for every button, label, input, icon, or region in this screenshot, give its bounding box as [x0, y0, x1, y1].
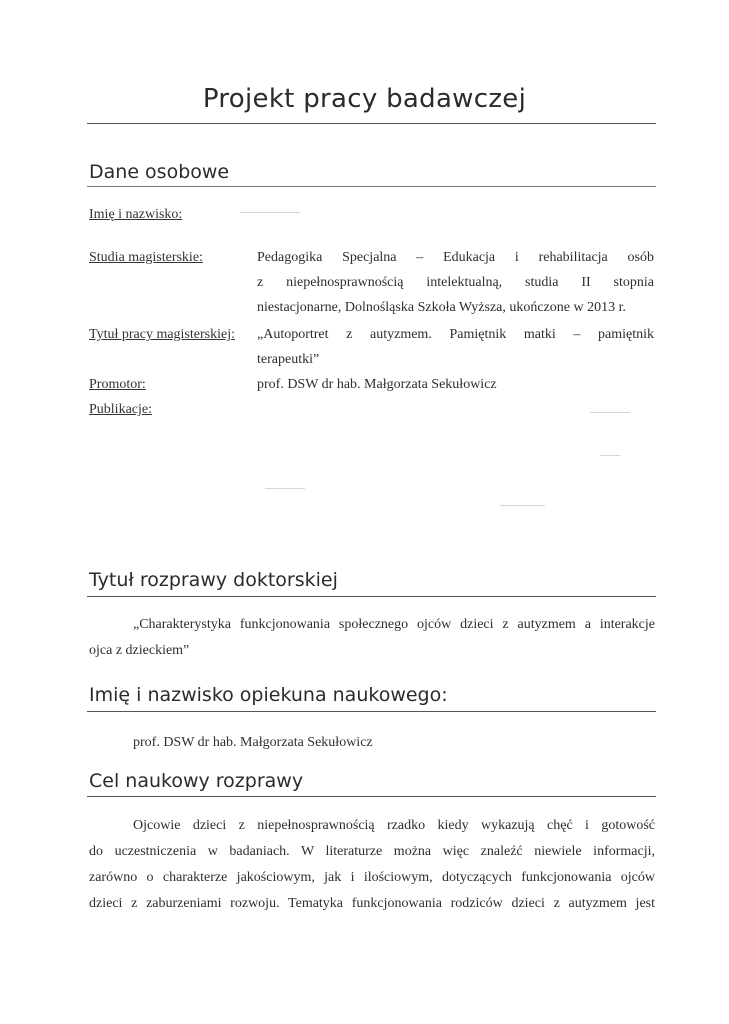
- aim-line-4: dzieci z zaburzeniami rozwoju. Tematyka funkcjonowania rodziców dzieci z autyzmem jest: [89, 896, 655, 911]
- personal-rule: [87, 186, 656, 187]
- studies-label: Studia magisterskie:: [89, 250, 203, 265]
- dissertation-line-1: „Charakterystyka funkcjonowania społecznego ojców dzieci z autyzmem a interakcje: [133, 617, 655, 632]
- dissertation-title: [89, 612, 655, 664]
- aim-paragraph: [89, 813, 655, 917]
- supervisor-value: prof. DSW dr hab. Małgorzata Sekułowicz: [133, 735, 373, 750]
- thesis-label: Tytuł pracy magisterskiej:: [89, 327, 235, 342]
- supervisor-rule: [87, 711, 656, 712]
- document-title: Projekt pracy badawczej: [202, 84, 527, 114]
- dissertation-rule: [87, 596, 656, 597]
- aim-line-1: Ojcowie dzieci z niepełnosprawnością rzadko kiedy wykazują chęć i gotowość: [133, 818, 655, 833]
- scan-noise: [600, 455, 620, 456]
- scan-noise: [265, 488, 305, 489]
- aim-rule: [87, 796, 656, 797]
- aim-heading: Cel naukowy rozprawy: [89, 770, 304, 792]
- publications-label: Publikacje:: [89, 402, 152, 417]
- dissertation-line-2: ojca z dzieckiem”: [89, 643, 190, 658]
- name-label: Imię i nazwisko:: [89, 207, 183, 222]
- title-rule: [87, 123, 656, 124]
- scan-noise: [240, 212, 300, 213]
- promoter-value: prof. DSW dr hab. Małgorzata Sekułowicz: [257, 377, 497, 392]
- thesis-line-1: „Autoportret z autyzmem. Pamiętnik matki – pamiętnik: [257, 327, 654, 342]
- supervisor-heading: Imię i nazwisko opiekuna naukowego:: [89, 684, 448, 706]
- aim-line-2: do uczestniczenia w badaniach. W literaturze można więc znaleźć niewiele informacji,: [89, 844, 655, 859]
- promoter-label: Promotor:: [89, 377, 146, 392]
- studies-line-2: z niepełnosprawnością intelektualną, studia II stopnia: [257, 275, 654, 290]
- dissertation-heading: Tytuł rozprawy doktorskiej: [89, 569, 338, 591]
- personal-heading: Dane osobowe: [89, 161, 230, 183]
- aim-line-3: zarówno o charakterze jakościowym, jak i ilościowym, dotyczących funkcjonowania ojców: [89, 870, 655, 885]
- studies-line-3: niestacjonarne, Dolnośląska Szkoła Wyższa, ukończone w 2013 r.: [257, 300, 627, 315]
- scan-noise: [500, 505, 545, 506]
- studies-line-1: Pedagogika Specjalna – Edukacja i rehabilitacja osób: [257, 250, 654, 265]
- thesis-line-2: terapeutki”: [257, 352, 320, 367]
- scan-noise: [590, 412, 630, 413]
